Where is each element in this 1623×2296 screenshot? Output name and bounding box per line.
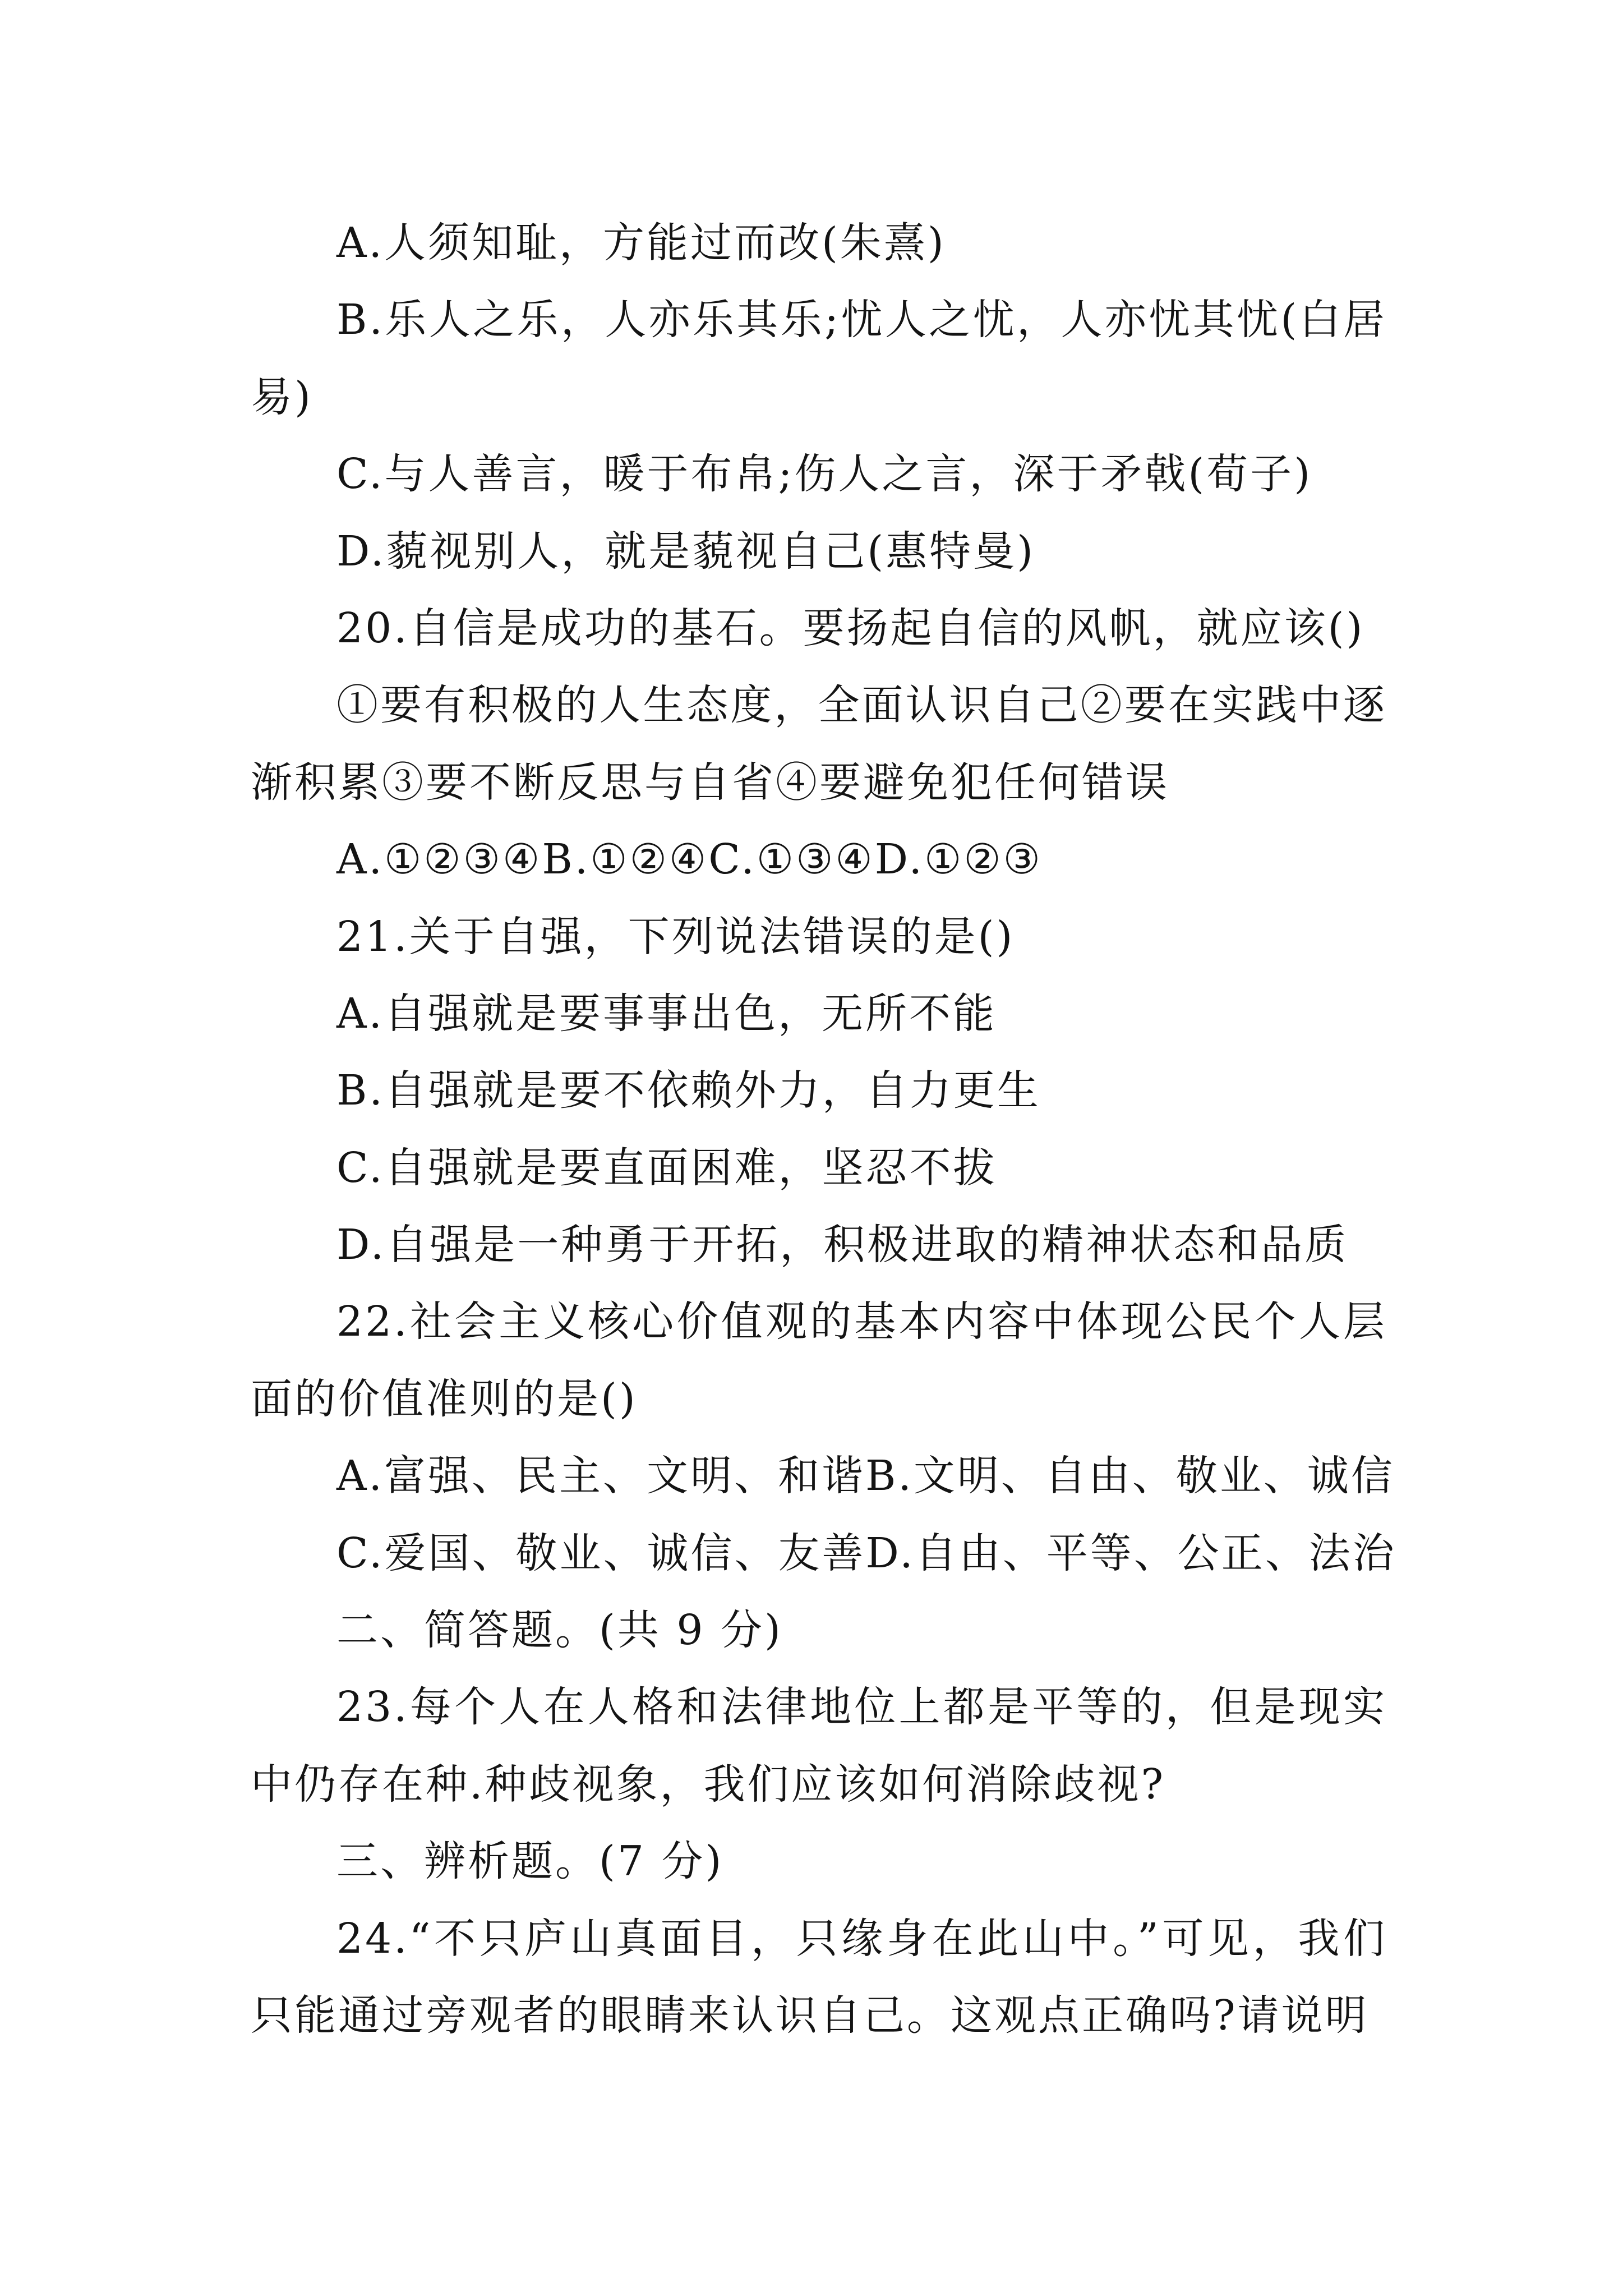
text-line: C.自强就是要直面困难，坚忍不拔 bbox=[336, 1143, 997, 1192]
text-line: 只能通过旁观者的眼睛来认识自己。这观点正确吗?请说明 bbox=[251, 1991, 1369, 2040]
text-line: 面的价值准则的是() bbox=[251, 1374, 638, 1423]
text-line: A.人须知耻，方能过而改(朱熹) bbox=[336, 219, 946, 267]
question-24 bbox=[251, 1901, 1387, 2055]
q22-options-cd bbox=[251, 1515, 1396, 1592]
text-line: 23.每个人在人格和法律地位上都是平等的，但是现实 bbox=[336, 1683, 1387, 1732]
question-21 bbox=[251, 899, 1387, 976]
document-body bbox=[251, 205, 1396, 2054]
text-line: A.①②③④B.①②④C.①③④D.①②③ bbox=[336, 835, 1043, 884]
text-line: 二、简答题。(共 9 分) bbox=[336, 1606, 783, 1655]
text-line: A.自强就是要事事出色，无所不能 bbox=[336, 989, 997, 1038]
q19-option-b bbox=[251, 282, 1387, 436]
question-23 bbox=[251, 1669, 1387, 1823]
q20-options bbox=[251, 821, 1387, 898]
text-line: B.乐人之乐，人亦乐其乐;忧人之忧，人亦忧其忧(白居 bbox=[336, 296, 1387, 344]
q19-option-a bbox=[251, 205, 1387, 282]
text-line: 24.“不只庐山真面目，只缘身在此山中。”可见，我们 bbox=[336, 1914, 1387, 1963]
text-line: A.富强、民主、文明、和谐B.文明、自由、敬业、诚信 bbox=[336, 1452, 1395, 1501]
text-line: 20.自信是成功的基石。要扬起自信的风帆，就应该() bbox=[336, 604, 1365, 652]
q19-option-d bbox=[251, 513, 1387, 590]
text-line: C.爱国、敬业、诚信、友善D.自由、平等、公正、法治 bbox=[336, 1529, 1396, 1577]
q21-option-b bbox=[251, 1052, 1387, 1129]
q21-option-d bbox=[251, 1207, 1387, 1283]
text-line: 易) bbox=[251, 372, 313, 421]
question-20 bbox=[251, 590, 1387, 667]
text-line: D.自强是一种勇于开拓，积极进取的精神状态和品质 bbox=[336, 1221, 1349, 1269]
text-line: B.自强就是要不依赖外力，自力更生 bbox=[336, 1066, 1041, 1115]
text-line: C.与人善言，暖于布帛;伤人之言，深于矛戟(荀子) bbox=[336, 450, 1313, 499]
text-line: 三、辨析题。(7 分) bbox=[336, 1837, 724, 1886]
section-heading-analysis bbox=[251, 1823, 1387, 1900]
text-line: 渐积累③要不断反思与自省④要避免犯任何错误 bbox=[251, 758, 1169, 807]
text-line: 21.关于自强，下列说法错误的是() bbox=[336, 912, 1015, 961]
section-heading-short-answer bbox=[251, 1592, 1387, 1669]
q21-option-c bbox=[251, 1130, 1387, 1207]
q19-option-c bbox=[251, 436, 1387, 513]
text-line: 中仍存在种.种歧视象，我们应该如何消除歧视? bbox=[251, 1760, 1166, 1809]
q21-option-a bbox=[251, 976, 1387, 1052]
q20-statements bbox=[251, 667, 1387, 821]
q22-options-ab bbox=[251, 1438, 1395, 1515]
text-line: 22.社会主义核心价值观的基本内容中体现公民个人层 bbox=[336, 1297, 1387, 1346]
text-line: D.藐视别人，就是藐视自己(惠特曼) bbox=[336, 527, 1035, 576]
text-line: ①要有积极的人生态度，全面认识自己②要在实践中逐 bbox=[336, 681, 1387, 730]
question-22 bbox=[251, 1283, 1387, 1438]
